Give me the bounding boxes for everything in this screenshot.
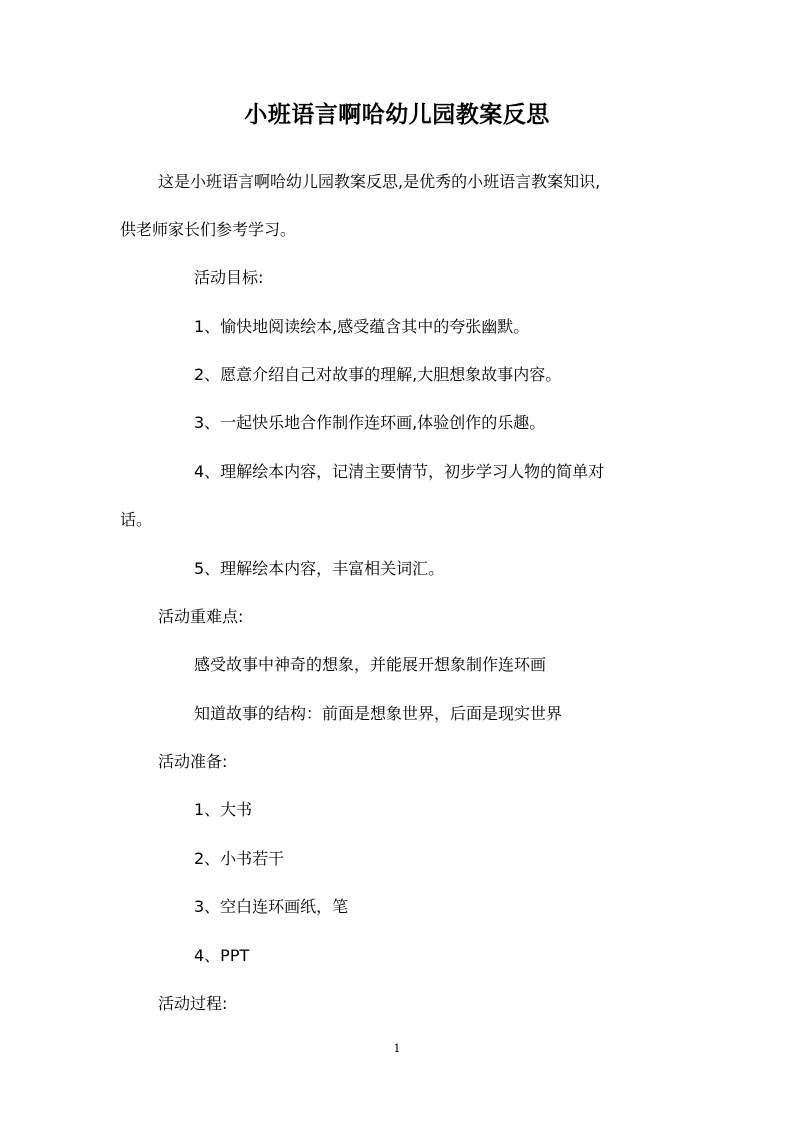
preparation-item-4: 4、PPT (194, 946, 250, 965)
preparation-item-3: 3、空白连环画纸，笔 (194, 897, 349, 916)
preparation-item-1: 1、大书 (194, 800, 253, 819)
goal-item-2: 2、愿意介绍自己对故事的理解,大胆想象故事内容。 (194, 365, 562, 384)
key-point-1: 感受故事中神奇的想象，并能展开想象制作连环画 (194, 655, 547, 674)
preparation-item-2: 2、小书若干 (194, 849, 285, 868)
key-point-2: 知道故事的结构：前面是想象世界，后面是现实世界 (194, 704, 563, 723)
goals-heading: 活动目标: (194, 268, 264, 287)
goal-item-5: 5、理解绘本内容，丰富相关词汇。 (194, 559, 445, 578)
intro-line-2: 供老师家长们参考学习。 (120, 220, 297, 239)
goal-item-3: 3、一起快乐地合作制作连环画,体验创作的乐趣。 (194, 413, 546, 432)
process-heading: 活动过程: (158, 994, 228, 1013)
goal-item-4-line-1: 4、理解绘本内容，记清主要情节，初步学习人物的简单对 (194, 462, 605, 481)
document-title: 小班语言啊哈幼儿园教案反思 (244, 101, 550, 128)
goal-item-1: 1、愉快地阅读绘本,感受蕴含其中的夸张幽默。 (194, 317, 530, 336)
key-points-heading: 活动重难点: (158, 607, 244, 626)
page-number: 1 (393, 1042, 401, 1055)
preparation-heading: 活动准备: (158, 752, 228, 771)
goal-item-4-line-2: 话。 (120, 510, 153, 529)
intro-line-1: 这是小班语言啊哈幼儿园教案反思,是优秀的小班语言教案知识, (158, 172, 601, 191)
